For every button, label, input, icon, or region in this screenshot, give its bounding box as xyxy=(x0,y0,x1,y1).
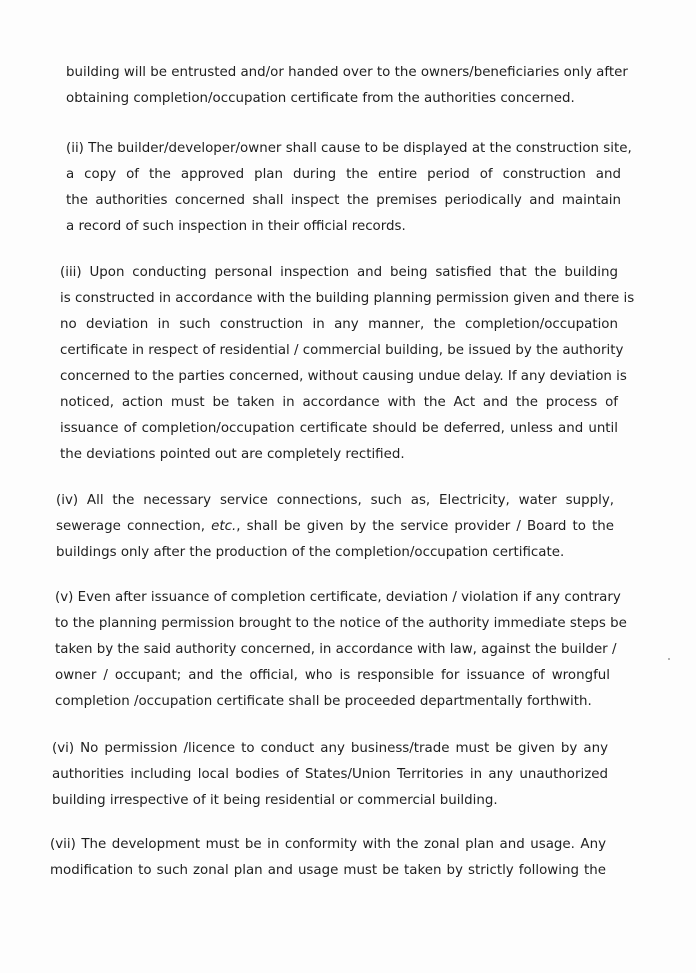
text-line: to the planning permission brought to the notice of the authority immediate steps be xyxy=(55,616,627,631)
text-line: noticed, action must be taken in accordance with the Act and the process of xyxy=(60,395,618,410)
text-line: sewerage connection, etc., shall be given by the service provider / Board to the xyxy=(56,519,614,534)
text-line: authorities including local bodies of States/Union Territories in any unauthorized xyxy=(52,767,608,782)
italic-text: etc. xyxy=(211,519,237,534)
paragraph-clause-v xyxy=(55,585,627,715)
paragraph-clause-vi xyxy=(52,736,608,814)
text-line: owner / occupant; and the official, who is responsible for issuance of wrongful xyxy=(55,668,610,683)
text-line: (ii) The builder/developer/owner shall cause to be displayed at the construction site, xyxy=(66,141,632,156)
paragraph-clause-ii xyxy=(66,136,632,240)
text-line: the deviations pointed out are completely rectified. xyxy=(60,447,405,462)
text-line: (iii) Upon conducting personal inspection and being satisfied that the building xyxy=(60,265,618,280)
text-line: modification to such zonal plan and usage must be taken by strictly following the xyxy=(50,863,606,878)
text-line: the authorities concerned shall inspect the premises periodically and maintain xyxy=(66,193,621,208)
text-line: concerned to the parties concerned, without causing undue delay. If any deviation is xyxy=(60,369,627,384)
paragraph-continuation xyxy=(66,60,628,112)
paragraph-clause-iii xyxy=(60,260,635,468)
text-line: a record of such inspection in their official records. xyxy=(66,219,406,234)
text-line: buildings only after the production of the completion/occupation certificate. xyxy=(56,545,565,560)
text-line: taken by the said authority concerned, in accordance with law, against the builder / xyxy=(55,642,617,657)
text-line: (iv) All the necessary service connections, such as, Electricity, water supply, xyxy=(56,493,614,508)
text-line: certificate in respect of residential / commercial building, be issued by the authority xyxy=(60,343,624,358)
text-line: no deviation in such construction in any manner, the completion/occupation xyxy=(60,317,618,332)
paragraph-clause-vii xyxy=(50,832,606,884)
text-line: building will be entrusted and/or handed over to the owners/beneficiaries only after xyxy=(66,65,628,80)
text-line: building irrespective of it being residential or commercial building. xyxy=(52,793,498,808)
text-line: issuance of completion/occupation certificate should be deferred, unless and until xyxy=(60,421,618,436)
scan-speck xyxy=(668,658,670,660)
text-line: (vii) The development must be in conformity with the zonal plan and usage. Any xyxy=(50,837,606,852)
text-line: completion /occupation certificate shall be proceeded departmentally forthwith. xyxy=(55,694,592,709)
text-line: obtaining completion/occupation certificate from the authorities concerned. xyxy=(66,91,575,106)
text-line: is constructed in accordance with the building planning permission given and there is xyxy=(60,291,635,306)
text-line: (v) Even after issuance of completion certificate, deviation / violation if any contrary xyxy=(55,590,621,605)
paragraph-clause-iv xyxy=(56,488,614,566)
text-line: (vi) No permission /licence to conduct any business/trade must be given by any xyxy=(52,741,608,756)
text-line: a copy of the approved plan during the entire period of construction and xyxy=(66,167,621,182)
